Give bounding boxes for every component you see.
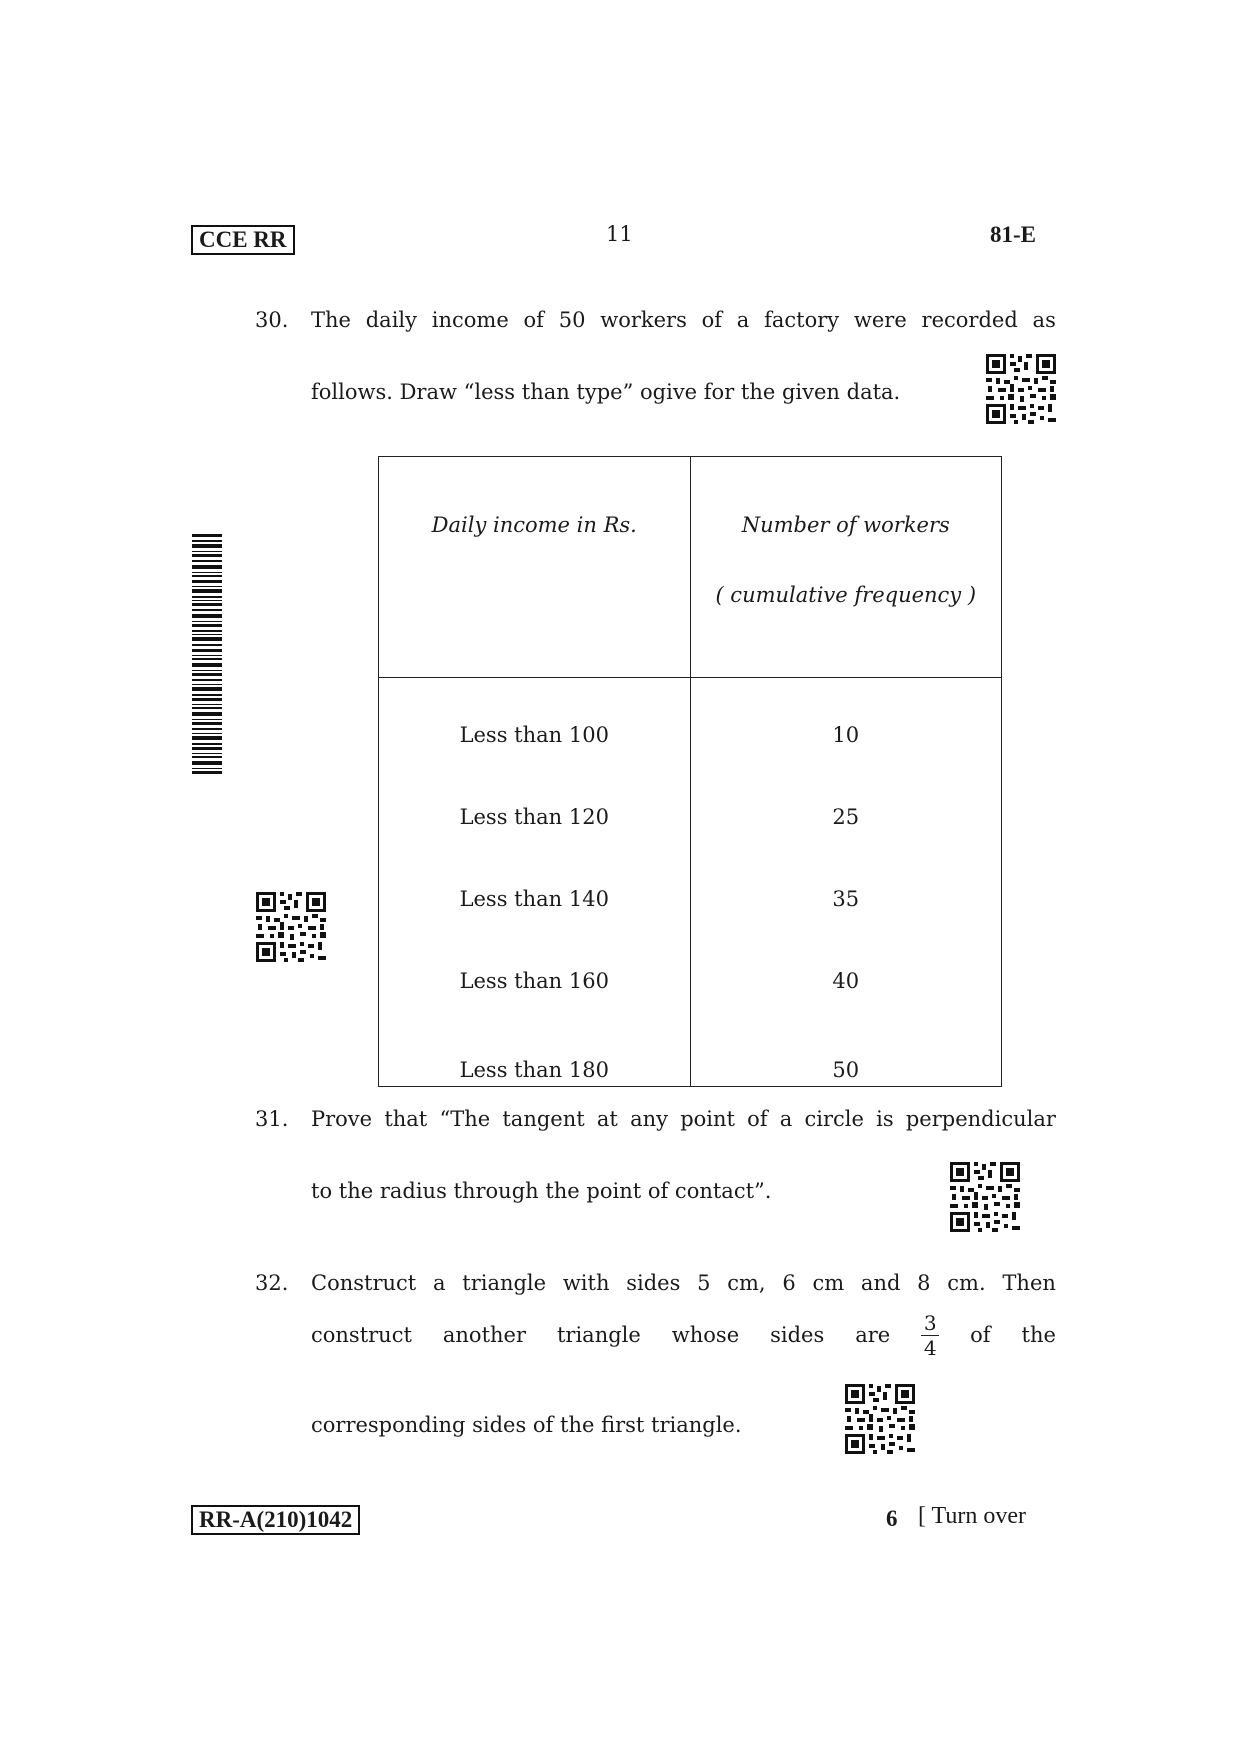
word: point [680,1107,735,1131]
header-left-code: CCE RR [191,225,295,255]
workers-cell: 50 [690,1022,1002,1087]
q30-number: 30. [255,308,289,332]
qr-code-q32 [845,1384,915,1454]
word: income [431,308,509,332]
table-row [379,940,1002,1022]
col-header-workers-line2: ( cumulative frequency ) [715,583,977,607]
cumulative-frequency-table [378,456,1002,1087]
q32-line1 [311,1271,1056,1295]
word: workers [600,308,687,332]
word: triangle [556,1323,641,1347]
word: 6 [782,1271,796,1295]
income-cell: Less than 100 [379,678,691,777]
fraction-denominator: 4 [923,1335,937,1360]
workers-cell: 40 [690,940,1002,1022]
q32-number: 32. [255,1271,289,1295]
barcode-image [192,534,222,776]
word: Then [1002,1271,1056,1295]
word: another [442,1323,527,1347]
word: at [596,1107,618,1131]
word: circle [804,1107,864,1131]
word: of [701,308,723,332]
col-header-workers-line1: Number of workers [741,513,950,537]
q32-line2 [311,1308,1056,1362]
table-row [379,776,1002,858]
word: 8 [917,1271,931,1295]
word: Construct [311,1271,417,1295]
word: triangle [462,1271,547,1295]
income-cell: Less than 160 [379,940,691,1022]
word: are [855,1323,891,1347]
word: of [970,1323,991,1347]
word: of [747,1107,768,1131]
header-right-code: 81-E [990,222,1036,247]
word: cm. [947,1271,986,1295]
word: of [523,308,544,332]
table-header-row [379,457,1002,678]
word: a [736,308,750,332]
col-header-income: Daily income in Rs. [379,457,691,678]
word: any [630,1107,668,1131]
word: a [779,1107,793,1131]
page-number: 11 [606,222,633,246]
word: construct [311,1323,412,1347]
word: recorded [921,308,1018,332]
word: sides [770,1323,825,1347]
word: tangent [502,1107,585,1131]
word: cm, [727,1271,766,1295]
word: 50 [558,308,586,332]
word: a [432,1271,446,1295]
fraction-three-quarters [921,1312,939,1359]
workers-cell: 35 [690,858,1002,940]
q31-line2: to the radius through the point of contact”. [311,1179,772,1203]
word: were [853,308,907,332]
word: the [1021,1323,1056,1347]
qr-code-table [256,892,326,962]
word: perpendicular [905,1107,1056,1131]
qr-code-q30 [986,354,1056,424]
table-row [379,858,1002,940]
word: with [562,1271,610,1295]
word: cm [812,1271,845,1295]
income-cell: Less than 140 [379,858,691,940]
word: factory [764,308,840,332]
word: whose [671,1323,740,1347]
table-row [379,1022,1002,1087]
qr-code-q31 [950,1162,1020,1232]
word: and [860,1271,901,1295]
income-cell: Less than 180 [379,1022,691,1087]
word: Prove [311,1107,373,1131]
fraction-numerator: 3 [923,1310,937,1335]
word: daily [365,308,417,332]
word: is [876,1107,894,1131]
table-row [379,678,1002,777]
word: 5 [697,1271,711,1295]
income-cell: Less than 120 [379,776,691,858]
q30-line2: follows. Draw “less than type” ogive for the given data. [311,380,901,404]
footer-code: RR-A(210)1042 [191,1505,360,1535]
word: “The [439,1107,491,1131]
q31-number: 31. [255,1107,289,1131]
q30-line1 [311,308,1056,332]
sheet-number: 6 [886,1506,898,1531]
q31-line1 [311,1107,1056,1131]
word: as [1032,308,1056,332]
workers-cell: 25 [690,776,1002,858]
turn-over-label: [ Turn over [918,1503,1027,1529]
q32-line3: corresponding sides of the first triangle. [311,1413,742,1437]
workers-cell: 10 [690,678,1002,777]
word: sides [626,1271,681,1295]
word: that [384,1107,428,1131]
col-header-workers [690,457,1002,678]
word: The [311,308,351,332]
